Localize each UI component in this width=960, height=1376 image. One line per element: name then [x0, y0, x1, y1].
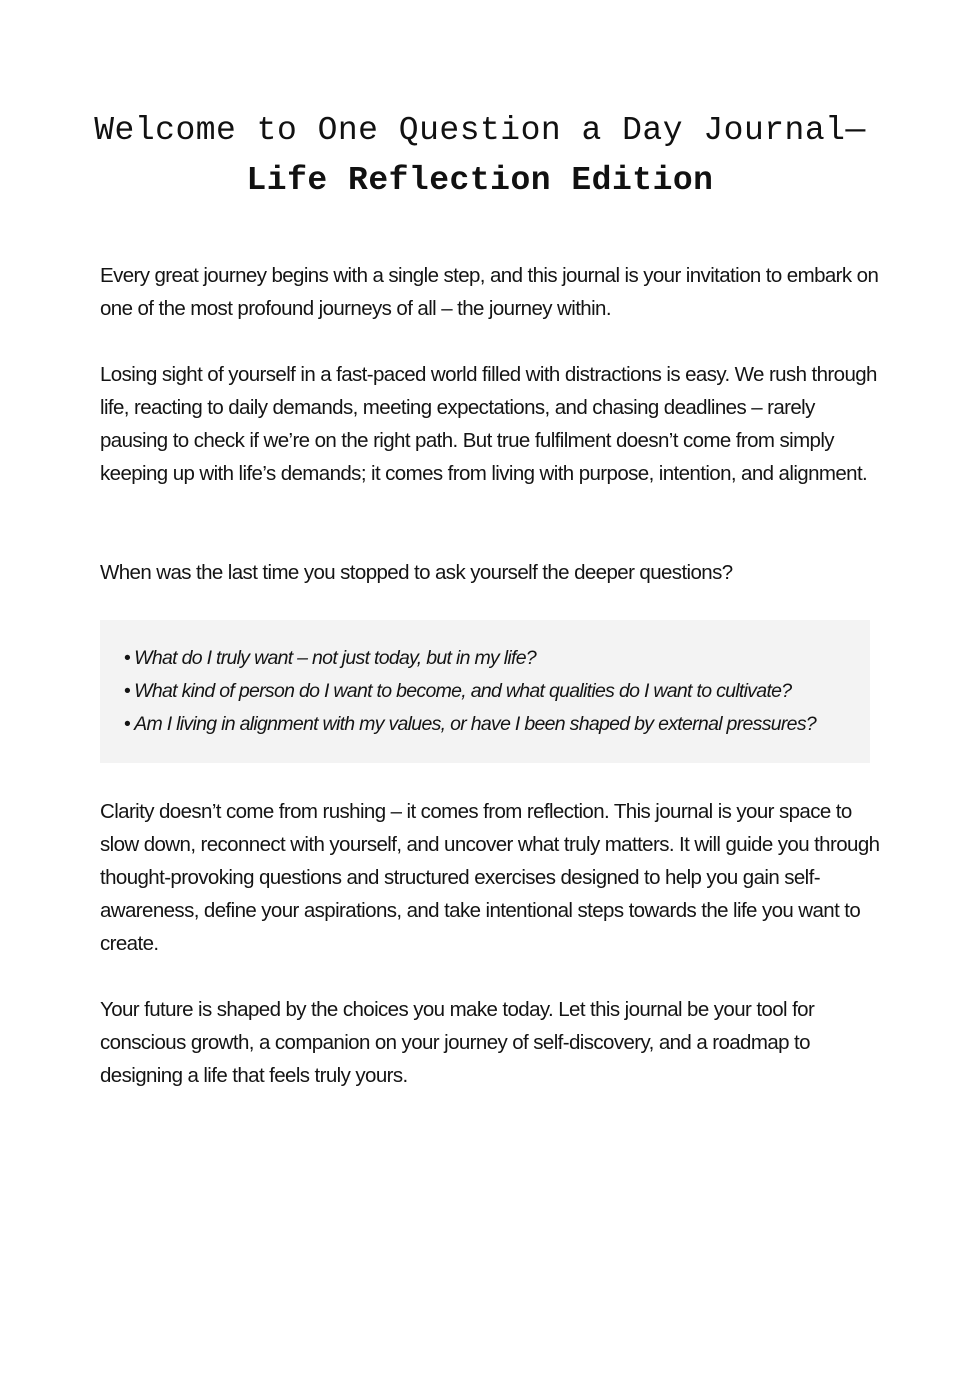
intro-paragraph: Every great journey begins with a single step, and this journal is your invitation to embark on one of the most profound journeys of all – the journey within. — [100, 264, 879, 320]
question-text: What do I truly want – not just today, but in my life? — [134, 647, 537, 669]
reflection-questions-list — [124, 642, 870, 741]
reflection-questions-box — [100, 620, 870, 763]
future-paragraph: Your future is shaped by the choices you make today. Let this journal be your tool for conscious growth, a companion on your journey of self-discovery, and a roadmap to designing a life that feels truly yours. — [100, 998, 815, 1087]
losing-sight-paragraph: Losing sight of yourself in a fast-paced world filled with distractions is easy. We rush through life, reacting to daily demands, meeting expectations, and chasing deadlines – rarely pausing to check if we’re on the right path. But true fulfilment doesn’t come from simply keeping up with life’s demands; it comes from living with purpose, intention, and alignment. — [100, 363, 877, 485]
page-title — [90, 106, 870, 206]
list-item — [124, 708, 870, 741]
title-line-1: Welcome to One Question a Day Journal— — [94, 112, 866, 149]
question-text: What kind of person do I want to become, and what qualities do I want to cultivate? — [134, 680, 792, 702]
clarity-paragraph: Clarity doesn’t come from rushing – it comes from reflection. This journal is your space to slow down, reconnect with yourself, and uncover what truly matters. It will guide you through thought-provoking questions and structured exercises designed to help you gain self-awareness, define your aspirations, and take intentional steps towards the life you want to create. — [100, 800, 880, 955]
list-item — [124, 642, 870, 675]
bullet-icon: • — [124, 647, 131, 669]
title-line-2: Life Reflection Edition — [246, 162, 714, 199]
question-text: Am I living in alignment with my values, or have I been shaped by external pressures? — [134, 713, 817, 735]
list-item — [124, 675, 870, 708]
deeper-questions-paragraph: When was the last time you stopped to ask yourself the deeper questions? — [100, 561, 733, 584]
bullet-icon: • — [124, 713, 131, 735]
bullet-icon: • — [124, 680, 131, 702]
